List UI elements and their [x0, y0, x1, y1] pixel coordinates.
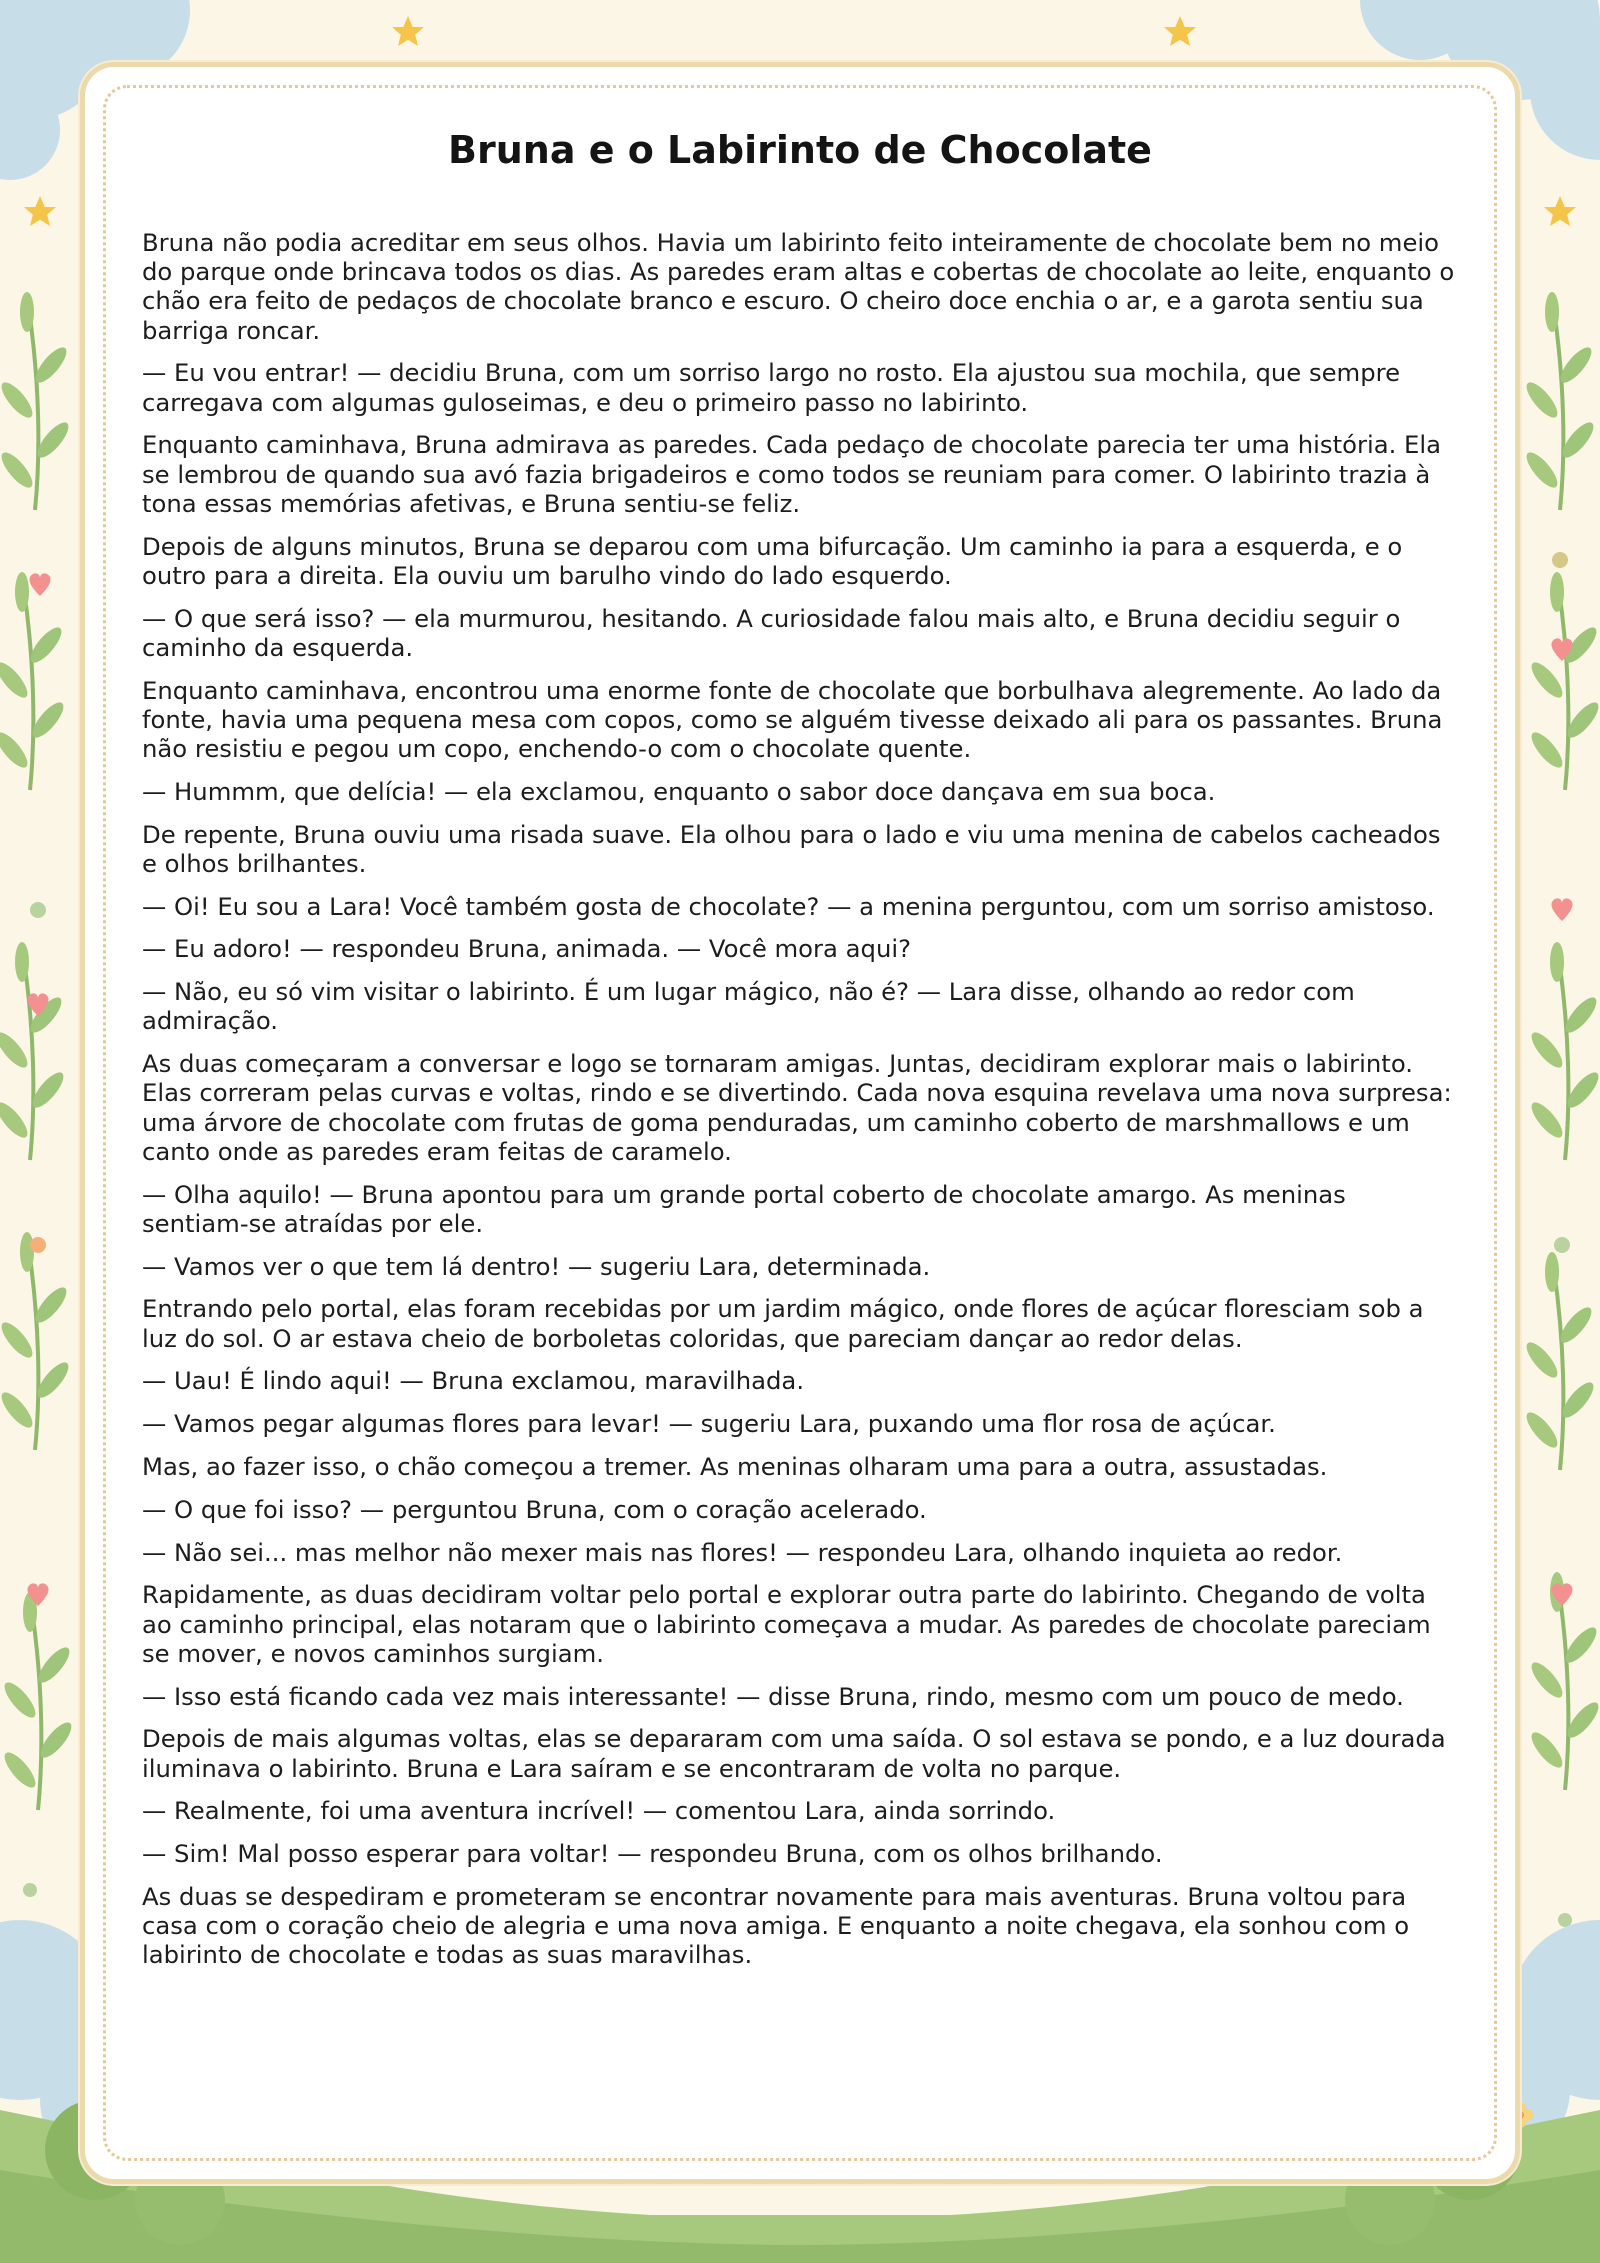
story-paragraph: Depois de alguns minutos, Bruna se deparou com uma bifurcação. Um caminho ia para a esquerda, e o outro para a direita. Ela ouviu um barulho vindo do lado esquerdo. — [142, 531, 1403, 590]
story-paragraph: — Não sei... mas melhor não mexer mais nas flores! — respondeu Lara, olhando inquieta ao redor. — [142, 1537, 1343, 1567]
story-paragraph: Bruna não podia acreditar em seus olhos. Havia um labirinto feito inteiramente de chocolate bem no meio do parque onde brincava todos os dias. As paredes eram altas e cobertas de chocolate ao leite, enquanto o chão era feito de pedaços de chocolate branco e escuro. O cheiro doce enchia o ar, e a garota sentiu sua barriga roncar. — [142, 228, 1455, 345]
story-paragraph: — O que foi isso? — perguntou Bruna, com o coração acelerado. — [142, 1494, 927, 1524]
story-paragraph: Enquanto caminhava, encontrou uma enorme fonte de chocolate que borbulhava alegremente. Ao lado da fonte, havia uma pequena mesa com copos, como se alguém tivesse deixado ali para os passantes. Bruna não resistiu e pegou um copo, enchendo-o com o chocolate quente. — [142, 675, 1443, 764]
story-paragraph: — Realmente, foi uma aventura incrível! — comentou Lara, ainda sorrindo. — [142, 1796, 1056, 1826]
story-paragraph: — Eu vou entrar! — decidiu Bruna, com um sorriso largo no rosto. Ela ajustou sua mochila, que sempre carregava com algumas guloseimas, e deu o primeiro passo no labirinto. — [142, 358, 1401, 417]
story-title: Bruna e o Labirinto de Chocolate — [448, 128, 1152, 172]
story-paragraph: — Isso está ficando cada vez mais interessante! — disse Bruna, rindo, mesmo com um pouco de medo. — [142, 1681, 1404, 1711]
story-paragraph: — Eu adoro! — respondeu Bruna, animada. — Você mora aqui? — [142, 934, 912, 964]
story-paragraph: — Olha aquilo! — Bruna apontou para um grande portal coberto de chocolate amargo. As meninas sentiam-se atraídas por ele. — [142, 1179, 1346, 1238]
story-paragraph: Entrando pelo portal, elas foram recebidas por um jardim mágico, onde flores de açúcar floresciam sob a luz do sol. O ar estava cheio de borboletas coloridas, que pareciam dançar ao redor delas. — [142, 1294, 1424, 1353]
story-paragraph: Enquanto caminhava, Bruna admirava as paredes. Cada pedaço de chocolate parecia ter uma história. Ela se lembrou de quando sua avó fazia brigadeiros e como todos se reuniam para comer. O labirinto trazia à tona essas memórias afetivas, e Bruna sentiu-se feliz. — [142, 430, 1442, 518]
story-paragraph: De repente, Bruna ouviu uma risada suave. Ela olhou para o lado e viu uma menina de cabelos cacheados e olhos brilhantes. — [142, 819, 1441, 878]
story-paragraph: Mas, ao fazer isso, o chão começou a tremer. As meninas olharam uma para a outra, assustadas. — [142, 1452, 1328, 1481]
story-paragraph: — Não, eu só vim visitar o labirinto. É um lugar mágico, não é? — Lara disse, olhando ao redor com admiração. — [142, 977, 1355, 1036]
story-paragraph: Depois de mais algumas voltas, elas se depararam com uma saída. O sol estava se pondo, e a luz dourada iluminava o labirinto. Bruna e Lara saíram e se encontraram de volta no parque. — [142, 1724, 1446, 1783]
story-paragraph: — Vamos ver o que tem lá dentro! — sugeriu Lara, determinada. — [142, 1251, 931, 1281]
story-paragraph: — Vamos pegar algumas flores para levar! — sugeriu Lara, puxando uma flor rosa de açúcar. — [142, 1409, 1276, 1439]
story-paragraph: — Sim! Mal posso esperar para voltar! — respondeu Bruna, com os olhos brilhando. — [142, 1839, 1163, 1869]
story-body — [142, 228, 1458, 1983]
story-paragraph: — Oi! Eu sou a Lara! Você também gosta de chocolate? — a menina perguntou, com um sorriso amistoso. — [142, 891, 1435, 921]
story-paragraph: As duas começaram a conversar e logo se tornaram amigas. Juntas, decidiram explorar mais o labirinto. Elas correram pelas curvas e voltas, rindo e se divertindo. Cada nova esquina revelava uma nova surpresa: uma árvore de chocolate com frutas de goma penduradas, um caminho coberto de marshmallows e um canto onde as paredes eram feitas de caramelo. — [142, 1049, 1452, 1166]
story-paragraph: — Uau! É lindo aqui! — Bruna exclamou, maravilhada. — [142, 1366, 805, 1396]
story-paragraph: — Hummm, que delícia! — ela exclamou, enquanto o sabor doce dançava em sua boca. — [142, 776, 1216, 806]
story-paragraph: As duas se despediram e prometeram se encontrar novamente para mais aventuras. Bruna voltou para casa com o coração cheio de alegria e uma nova amiga. E enquanto a noite chegava, ela sonhou com o labirinto de chocolate e todas as suas maravilhas. — [142, 1881, 1410, 1970]
story-paragraph: Rapidamente, as duas decidiram voltar pelo portal e explorar outra parte do labirinto. Chegando de volta ao caminho principal, elas notaram que o labirinto começava a mudar. As paredes de chocolate pareciam se mover, e novos caminhos surgiam. — [142, 1580, 1431, 1668]
story-paragraph: — O que será isso? — ela murmurou, hesitando. A curiosidade falou mais alto, e Bruna decidiu seguir o caminho da esquerda. — [142, 603, 1401, 662]
